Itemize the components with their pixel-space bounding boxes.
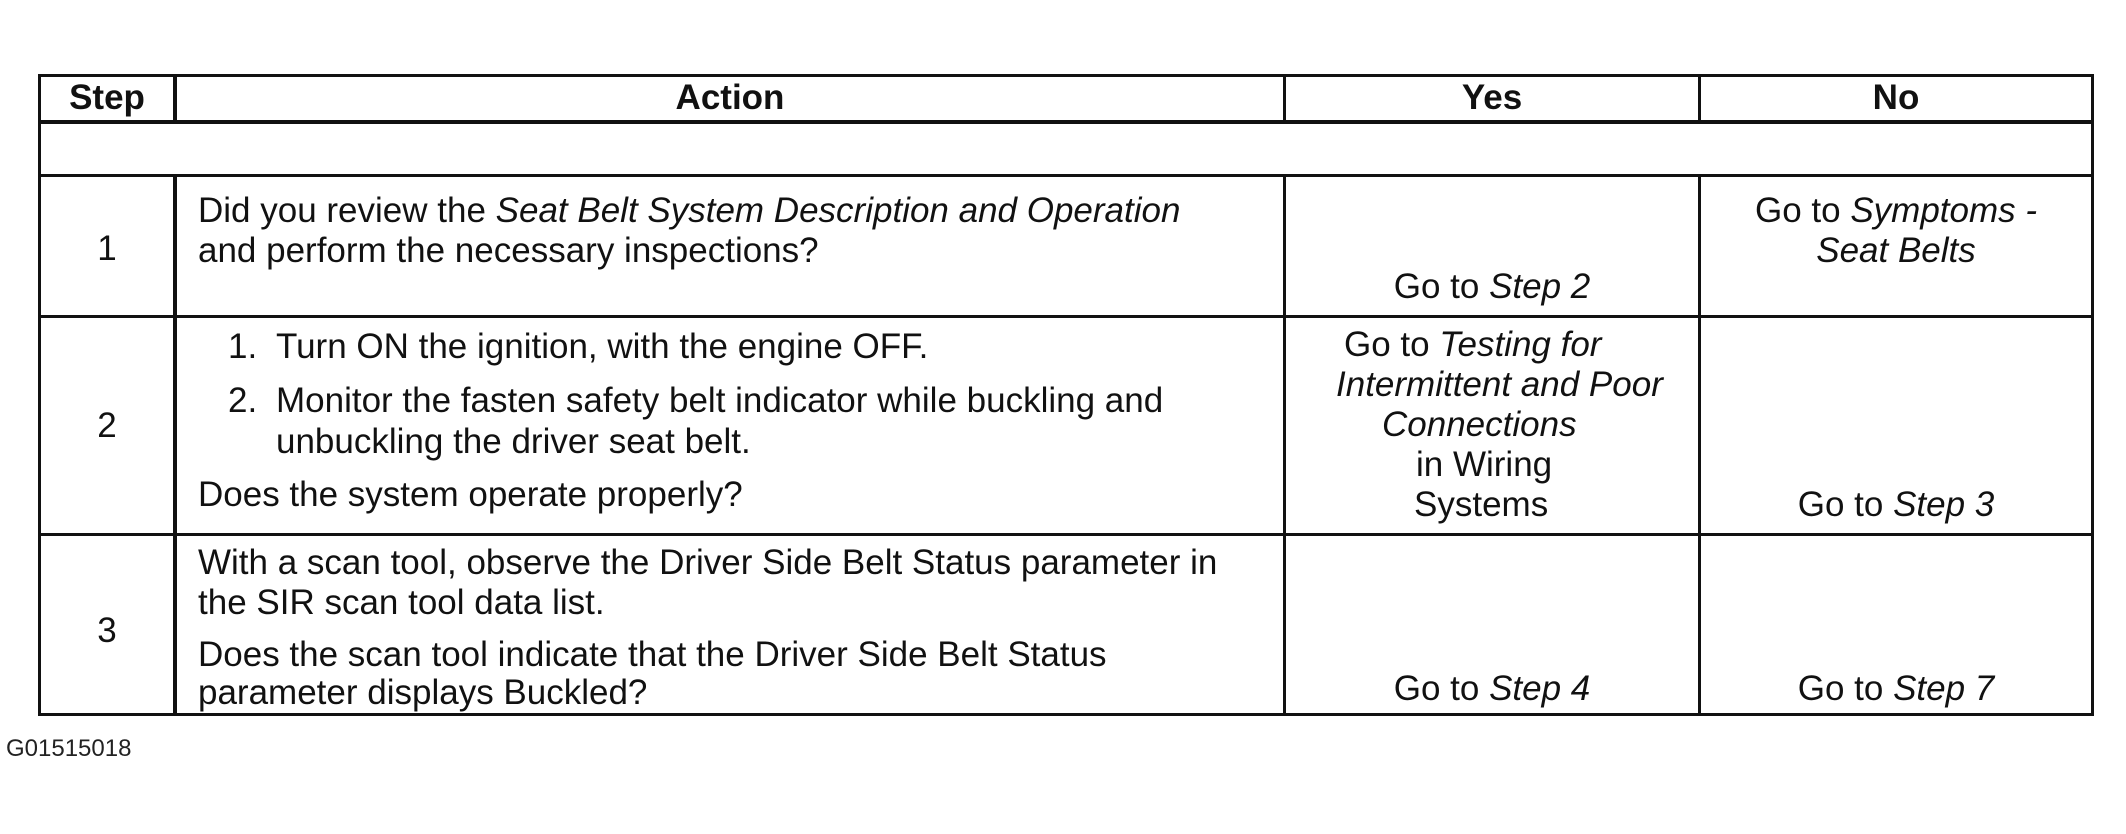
yes-result: Intermittent and Poor bbox=[1336, 365, 1663, 404]
header-action: Action bbox=[675, 78, 785, 117]
no-result: Seat Belts bbox=[1816, 231, 1976, 270]
yes-result: Systems bbox=[1414, 485, 1549, 524]
action-text: unbuckling the driver seat belt. bbox=[276, 422, 751, 461]
action-question: Does the system operate properly? bbox=[198, 475, 743, 514]
step-number: 2 bbox=[97, 406, 117, 445]
action-text: the SIR scan tool data list. bbox=[198, 583, 605, 622]
action-text: and perform the necessary inspections? bbox=[198, 231, 819, 270]
figure-id: G01515018 bbox=[6, 735, 132, 762]
header-step: Step bbox=[69, 78, 145, 117]
action-question: parameter displays Buckled? bbox=[198, 673, 648, 712]
action-text: With a scan tool, observe the Driver Side Belt Status parameter in bbox=[198, 543, 1218, 582]
yes-result: Connections bbox=[1382, 405, 1577, 444]
list-item-number: 1. bbox=[228, 327, 258, 366]
action-text: Did you review the Seat Belt System Description and Operation bbox=[198, 191, 1181, 230]
action-text: Monitor the fasten safety belt indicator while buckling and bbox=[276, 381, 1164, 420]
header-no: No bbox=[1872, 78, 1920, 117]
action-question: Does the scan tool indicate that the Driver Side Belt Status bbox=[198, 635, 1107, 674]
yes-result: Go to Step 4 bbox=[1393, 669, 1591, 708]
header-yes: Yes bbox=[1461, 78, 1523, 117]
list-item-number: 2. bbox=[228, 381, 258, 420]
step-number: 3 bbox=[97, 611, 117, 650]
yes-result: Go to Step 2 bbox=[1393, 267, 1591, 306]
no-result: Go to Symptoms - bbox=[1754, 191, 2038, 230]
yes-result: Go to Testing for bbox=[1344, 325, 1602, 364]
no-result: Go to Step 7 bbox=[1797, 669, 1995, 708]
action-text: Turn ON the ignition, with the engine OFF. bbox=[276, 327, 929, 366]
no-result: Go to Step 3 bbox=[1797, 485, 1995, 524]
step-number: 1 bbox=[97, 229, 117, 268]
yes-result: in Wiring bbox=[1416, 445, 1553, 484]
